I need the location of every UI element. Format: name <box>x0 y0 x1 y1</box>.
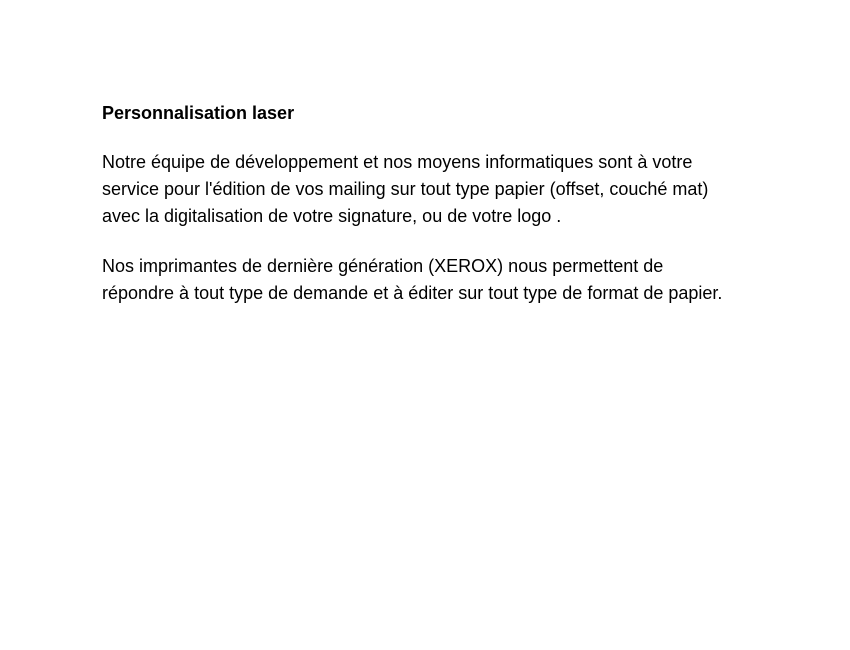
paragraph-laser-personalization <box>102 149 842 230</box>
paragraph-line: répondre à tout type de demande et à éditer sur tout type de format de papier. <box>102 283 723 303</box>
paragraph-line: avec la digitalisation de votre signature, ou de votre logo . <box>102 206 562 226</box>
document-body <box>102 101 842 330</box>
paragraph-line: service pour l'édition de vos mailing sur tout type papier (offset, couché mat) <box>102 179 709 199</box>
paragraph-line: Nos imprimantes de dernière génération (XEROX) nous permettent de <box>102 256 664 276</box>
document-title: Personnalisation laser <box>102 103 295 123</box>
paragraph-line: Notre équipe de développement et nos moyens informatiques sont à votre <box>102 152 693 172</box>
paragraph-printers <box>102 253 842 307</box>
